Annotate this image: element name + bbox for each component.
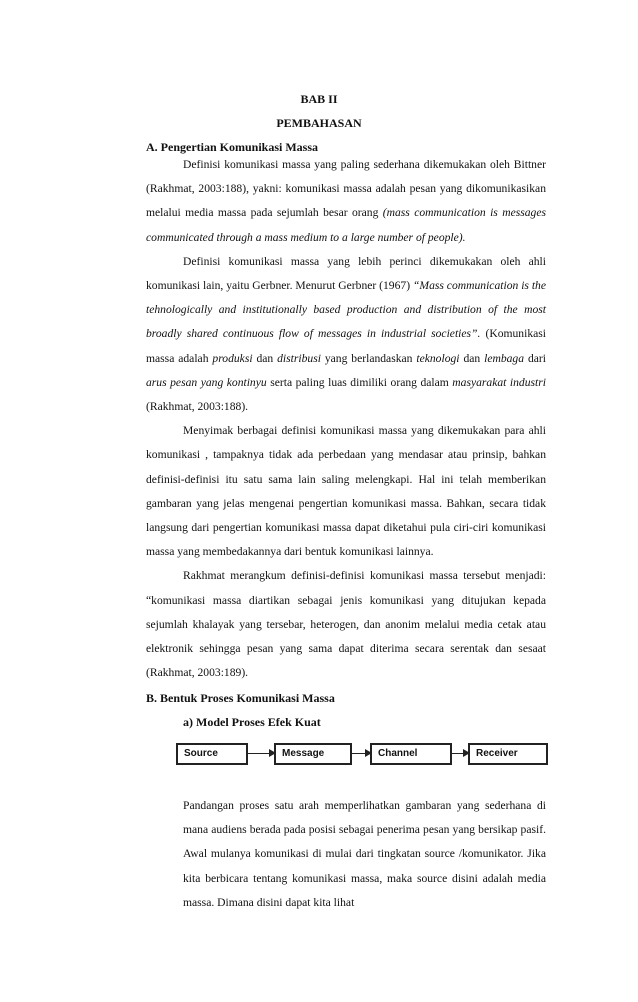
paragraph-bittner: Definisi komunikasi massa yang paling sederhana dikemukakan oleh Bittner (Rakhmat, 2003:188), yakni: komunikasi massa adalah pesan yang dikomunikasikan melalui media massa pada sejumlah besar orang (mass communication is messages communicated through a mass medium to a large number of people).	[146, 158, 546, 244]
arrow-1	[248, 753, 274, 754]
paragraph-gerbner: Definisi komunikasi massa yang lebih perinci dikemukakan oleh ahli komunikasi lain, yaitu Gerbner. Menurut Gerbner (1967) “Mass communication is the tehnologically and institutionally based production and distribution of the most broadly shared continuous flow of messages in industrial societies”. (Komunikasi massa adalah produksi dan distribusi yang berlandaskan teknologi dan lembaga dari arus pesan yang kontinyu serta paling luas dimiliki orang dalam masyarakat industri (Rakhmat, 2003:188).	[146, 254, 547, 414]
section-a-body	[146, 153, 546, 685]
italic-run: teknologi	[416, 351, 460, 365]
section-b-title: B. Bentuk Proses Komunikasi Massa	[146, 691, 335, 705]
source-box: Source	[176, 743, 248, 765]
paragraph-rakhmat: Rakhmat merangkum definisi-definisi komunikasi massa tersebut menjadi: “komunikasi massa diartikan sebagai jenis komunikasi yang ditujukan kepada sejumlah khalayak yang tersebar, heterogen, dan anonim melalui media cetak atau elektronik sehingga pesan yang sama dapat diterima secara serentak dan sesaat (Rakhmat, 2003:189).	[146, 569, 546, 680]
receiver-box: Receiver	[468, 743, 548, 765]
chapter-number: BAB II	[300, 92, 338, 106]
section-b-body	[183, 794, 546, 915]
italic-run: “Mass communication is the tehnologically and institutionally based production and distribution of the most broadly shared continuous flow of messages in industrial societies”.	[146, 279, 546, 341]
paragraph-menyimak: Menyimak berbagai definisi komunikasi massa yang dikemukakan para ahli komunikasi , tampaknya tidak ada perbedaan yang mendasar atau prinsip, bahkan definisi-definisi itu satu sama lain saling melengkapi. Hal ini telah memberikan gambaran yang jelas mengenai pengertian komunikasi massa. Bahkan, secara tidak langsung dari pengertian komunikasi massa dapat diketahui pula ciri-ciri komunikasi massa yang membedakannya dari bentuk komunikasi lainnya.	[146, 424, 546, 559]
process-diagram	[170, 739, 550, 773]
arrow-2	[352, 753, 370, 754]
italic-run: arus pesan yang kontinyu	[146, 375, 267, 389]
italic-run: lembaga	[484, 351, 525, 365]
channel-box: Channel	[370, 743, 452, 765]
arrow-3	[452, 753, 468, 754]
italic-run: distribusi	[277, 351, 321, 365]
subsection-title: a) Model Proses Efek Kuat	[183, 715, 321, 729]
italic-run: produksi	[212, 351, 253, 365]
paragraph-pandangan: Pandangan proses satu arah memperlihatkan gambaran yang sederhana di mana audiens berada pada posisi sebagai penerima pesan yang bersikap pasif. Awal mulanya komunikasi di mulai dari tingkatan source /komunikator. Jika kita berbicara tentang komunikasi massa, maka source disini adalah media massa. Dimana disini dapat kita lihat	[183, 799, 546, 909]
chapter-title: PEMBAHASAN	[276, 116, 362, 130]
section-a-title: A. Pengertian Komunikasi Massa	[146, 140, 319, 154]
message-box: Message	[274, 743, 352, 765]
italic-run: masyarakat industri	[452, 375, 546, 389]
italic-run: (mass communication is messages communicated through a mass medium to a large number of people).	[146, 206, 546, 244]
